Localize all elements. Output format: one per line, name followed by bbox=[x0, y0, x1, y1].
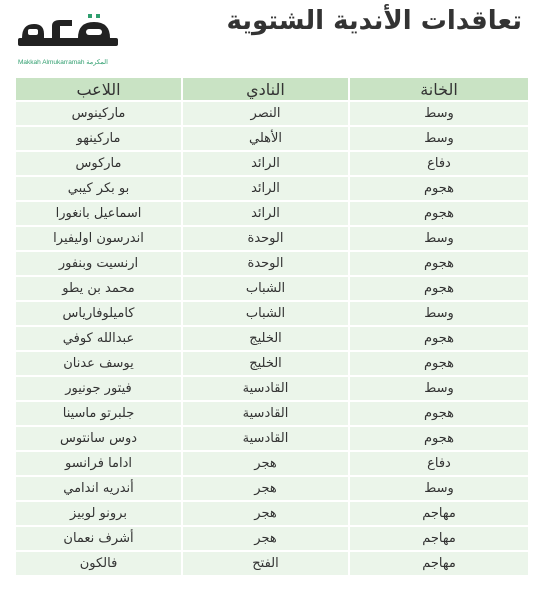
cell-club: هجر bbox=[181, 477, 348, 500]
cell-position: مهاجم bbox=[348, 527, 528, 550]
page-title: تعاقدات الأندية الشتوية bbox=[226, 6, 522, 36]
cell-player: دوس سانتوس bbox=[16, 427, 181, 450]
cell-player: فيتور جونيور bbox=[16, 377, 181, 400]
cell-player: جلبرتو ماسينا bbox=[16, 402, 181, 425]
table-row bbox=[16, 377, 528, 400]
logo-subtext: Makkah Almukarramah المكرمة bbox=[18, 59, 108, 66]
cell-club: الشباب bbox=[181, 302, 348, 325]
cell-player: كاميلوفارياس bbox=[16, 302, 181, 325]
header-club: النادي bbox=[181, 78, 348, 100]
cell-position: وسط bbox=[348, 102, 528, 125]
cell-club: النصر bbox=[181, 102, 348, 125]
cell-club: القادسية bbox=[181, 402, 348, 425]
table-row bbox=[16, 452, 528, 475]
cell-position: وسط bbox=[348, 377, 528, 400]
cell-position: دفاع bbox=[348, 452, 528, 475]
cell-position: هجوم bbox=[348, 277, 528, 300]
cell-club: هجر bbox=[181, 502, 348, 525]
cell-club: الرائد bbox=[181, 152, 348, 175]
cell-player: ارنسيت وبنفور bbox=[16, 252, 181, 275]
cell-position: وسط bbox=[348, 302, 528, 325]
table-row bbox=[16, 127, 528, 150]
table-row bbox=[16, 302, 528, 325]
cell-club: الخليج bbox=[181, 352, 348, 375]
cell-player: بو بكر كيبي bbox=[16, 177, 181, 200]
cell-position: هجوم bbox=[348, 252, 528, 275]
table-row bbox=[16, 552, 528, 575]
cell-player: محمد بن يطو bbox=[16, 277, 181, 300]
cell-club: القادسية bbox=[181, 377, 348, 400]
table-row bbox=[16, 177, 528, 200]
table-row bbox=[16, 402, 528, 425]
cell-club: الوحدة bbox=[181, 252, 348, 275]
cell-club: الرائد bbox=[181, 177, 348, 200]
cell-position: وسط bbox=[348, 477, 528, 500]
cell-club: القادسية bbox=[181, 427, 348, 450]
cell-player: أشرف نعمان bbox=[16, 527, 181, 550]
cell-position: هجوم bbox=[348, 427, 528, 450]
cell-position: هجوم bbox=[348, 352, 528, 375]
cell-player: ماركينهو bbox=[16, 127, 181, 150]
cell-player: أندريه اندامي bbox=[16, 477, 181, 500]
cell-player: ماركوس bbox=[16, 152, 181, 175]
cell-club: الوحدة bbox=[181, 227, 348, 250]
cell-player: فالكون bbox=[16, 552, 181, 575]
cell-player: ماركينوس bbox=[16, 102, 181, 125]
table-row bbox=[16, 227, 528, 250]
cell-position: هجوم bbox=[348, 202, 528, 225]
transfers-table bbox=[16, 76, 528, 577]
cell-position: هجوم bbox=[348, 402, 528, 425]
table-row bbox=[16, 502, 528, 525]
cell-player: اندرسون اوليفيرا bbox=[16, 227, 181, 250]
cell-player: برونو لوبيز bbox=[16, 502, 181, 525]
cell-club: الخليج bbox=[181, 327, 348, 350]
table-row bbox=[16, 477, 528, 500]
cell-club: الفتح bbox=[181, 552, 348, 575]
table-row bbox=[16, 252, 528, 275]
cell-player: يوسف عدنان bbox=[16, 352, 181, 375]
cell-position: هجوم bbox=[348, 177, 528, 200]
table-row bbox=[16, 102, 528, 125]
cell-position: دفاع bbox=[348, 152, 528, 175]
cell-club: هجر bbox=[181, 452, 348, 475]
cell-player: اسماعيل بانغورا bbox=[16, 202, 181, 225]
cell-position: هجوم bbox=[348, 327, 528, 350]
table-row bbox=[16, 202, 528, 225]
table-row bbox=[16, 277, 528, 300]
cell-player: اداما فرانسو bbox=[16, 452, 181, 475]
cell-position: مهاجم bbox=[348, 552, 528, 575]
table-row bbox=[16, 427, 528, 450]
table-row bbox=[16, 327, 528, 350]
header-position: الخانة bbox=[348, 78, 528, 100]
table-header-row bbox=[16, 78, 528, 100]
cell-club: هجر bbox=[181, 527, 348, 550]
cell-club: الشباب bbox=[181, 277, 348, 300]
table-row bbox=[16, 527, 528, 550]
table-row bbox=[16, 352, 528, 375]
cell-player: عبدالله كوفي bbox=[16, 327, 181, 350]
cell-club: الرائد bbox=[181, 202, 348, 225]
cell-position: وسط bbox=[348, 127, 528, 150]
cell-position: مهاجم bbox=[348, 502, 528, 525]
table-row bbox=[16, 152, 528, 175]
cell-position: وسط bbox=[348, 227, 528, 250]
cell-club: الأهلي bbox=[181, 127, 348, 150]
header-player: اللاعب bbox=[16, 78, 181, 100]
